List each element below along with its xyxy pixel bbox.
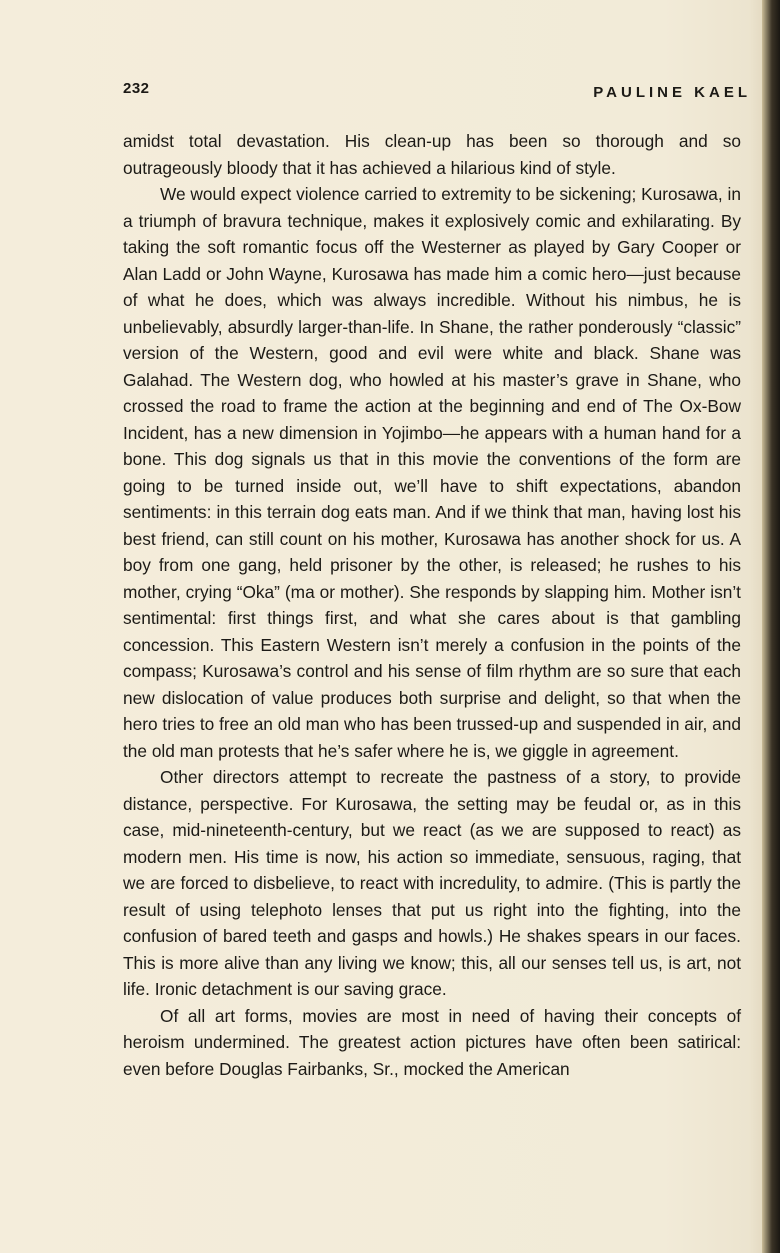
paragraph-2: We would expect violence carried to extremity to be sickening; Kurosawa, in a triumph of bravura technique, makes it explosively comic and exhilarating. By taking the soft romantic focus off the Westerner as played by Gary Cooper or Alan Ladd or John Wayne, Kurosawa has made him a comic hero—just because of what he does, which was always incredible. Without his nimbus, he is unbelievably, absurdly larger-than-life. In Shane, the rather ponderously “classic” version of the Western, good and evil were white and black. Shane was Galahad. The Western dog, who howled at his master’s grave in Shane, who crossed the road to frame the action at the beginning and end of The Ox-Bow Incident, has a new dimension in Yojimbo—he appears with a human hand for a bone. This dog signals us that in this movie the conventions of the form are going to be turned inside out, we’ll have to shift expectations, abandon sentiments: in this terrain dog eats man. And if we think that man, having lost his best friend, can still count on his mother, Kurosawa has another shock for us. A boy from one gang, held prisoner by the other, is released; he rushes to his mother, crying “Oka” (ma or mother). She responds by slapping him. Mother isn’t sentimental: first things first, and what she cares about is that gambling concession. This Eastern Western isn’t merely a confusion in the points of the compass; Kurosawa’s control and his sense of film rhythm are so sure that each new dislocation of value produces both surprise and delight, so that when the hero tries to free an old man who has been trussed-up and suspended in air, and the old man protests that he’s safer where he is, we giggle in agreement.: [123, 184, 741, 761]
body-text: [123, 128, 741, 1082]
page-header: [123, 80, 751, 104]
paragraph-3: Other directors attempt to recreate the pastness of a story, to provide distance, perspective. For Kurosawa, the setting may be feudal or, as in this case, mid-nineteenth-century, but we react (as we are supposed to react) as modern men. His time is now, his action so immediate, sensuous, raging, that we are forced to disbelieve, to react with incredulity, to admire. (This is partly the result of using telephoto lenses that put us right into the fighting, into the confusion of bared teeth and gasps and howls.) He shakes spears in our faces. This is more alive than any living we know; this, all our senses tell us, is art, not life. Ironic detachment is our saving grace.: [123, 767, 741, 999]
page-edge-shadow: [762, 0, 780, 1253]
running-head: PAULINE KAEL: [593, 84, 751, 101]
paragraph-4: Of all art forms, movies are most in need of having their concepts of heroism undermined. The greatest action pictures have often been satirical: even before Douglas Fairbanks, Sr., mocked the American: [123, 1005, 741, 1079]
paragraph-1: amidst total devastation. His clean-up has been so thorough and so outrageously bloody that it has achieved a hilarious kind of style.: [123, 131, 741, 178]
page-number: 232: [123, 80, 150, 97]
